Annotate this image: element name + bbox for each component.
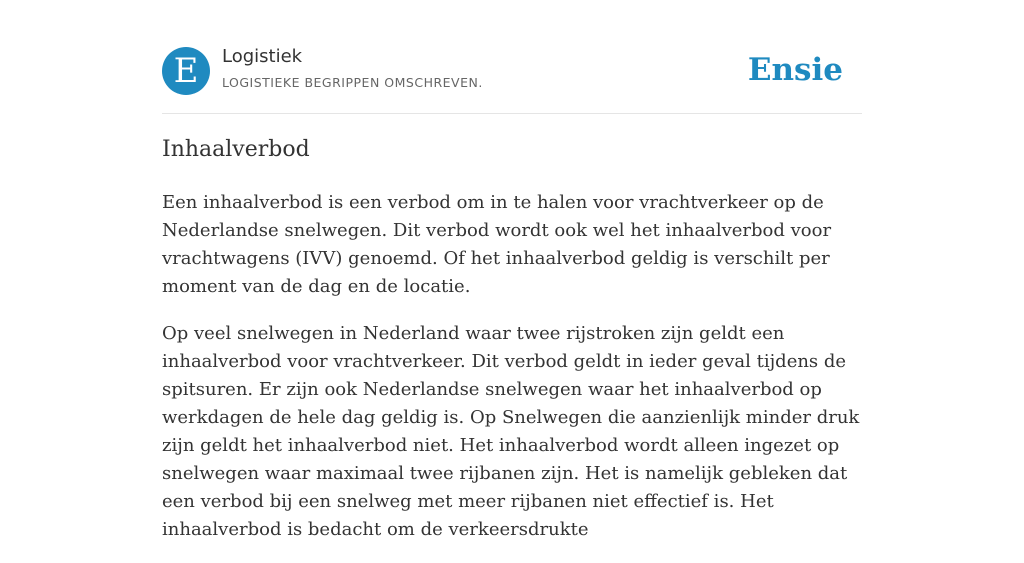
site-tagline: LOGISTIEKE BEGRIPPEN OMSCHREVEN. bbox=[222, 75, 483, 90]
brand-logo[interactable]: Ensie bbox=[747, 52, 843, 88]
content-container bbox=[162, 0, 862, 540]
article-paragraph: Op veel snelwegen in Nederland waar twee rijstroken zijn geldt een inhaalverbod voor vrachtverkeer. Dit verbod geldt in ieder geval tijdens de spitsuren. Er zijn ook Nederlandse snelwegen waar het inhaalverbod op werkdagen de hele dag geldig is. Op Snelwegen die aanzienlijk minder druk zijn geldt het inhaalverbod niet. Het inhaalverbod wordt alleen ingezet op snelwegen waar maximaal twee rijbanen zijn. Het is namelijk gebleken dat een verbod bij een snelweg met meer rijbanen niet effectief is. Het inhaalverbod is bedacht om de verkeersdrukte bbox=[162, 323, 860, 540]
site-title[interactable]: Logistiek bbox=[222, 46, 303, 67]
article-title: Inhaalverbod bbox=[162, 137, 310, 162]
site-logo-icon[interactable]: E bbox=[162, 47, 210, 95]
site-header bbox=[162, 0, 862, 114]
article-paragraph: Een inhaalverbod is een verbod om in te halen voor vrachtverkeer op de Nederlandse snelwegen. Dit verbod wordt ook wel het inhaalverbod voor vrachtwagens (IVV) genoemd. Of het inhaalverbod geldig is verschilt per moment van de dag en de locatie. bbox=[162, 192, 832, 297]
article-body bbox=[162, 189, 864, 563]
